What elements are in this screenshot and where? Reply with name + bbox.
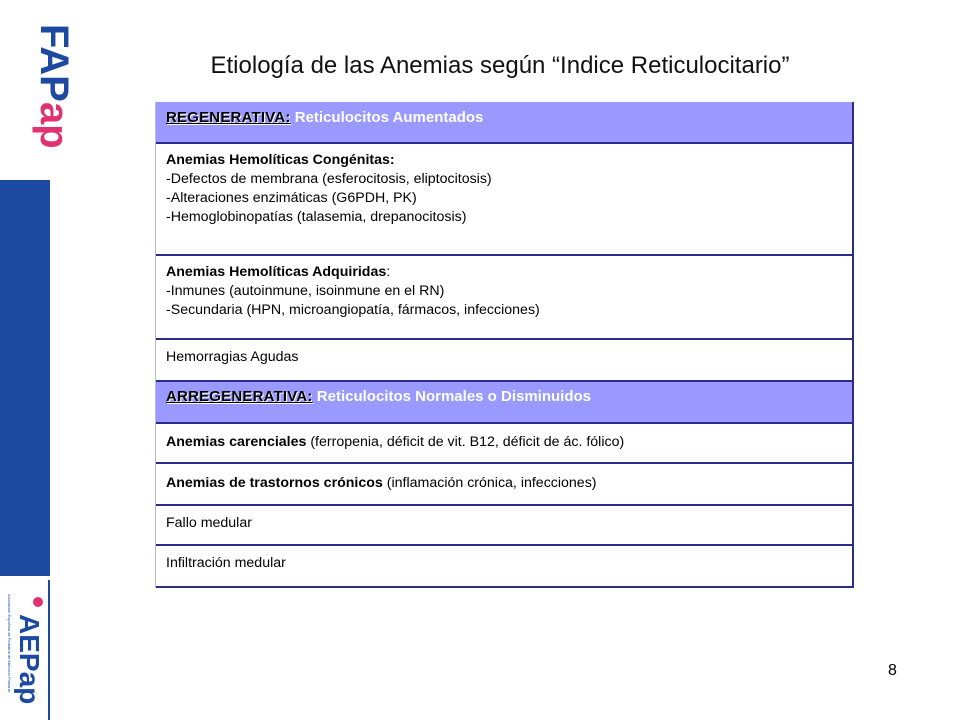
carenciales-rest: (ferropenia, déficit de vit. B12, déficit de ác. fólico)	[306, 434, 625, 450]
regenerativa-label: REGENERATIVA:	[166, 109, 291, 126]
svg-text:Asociación Española de Pediatr: Asociación Española de Pediatría de Atención Primaria	[7, 594, 12, 692]
regenerativa-header	[156, 102, 852, 144]
adquiridas-line: -Inmunes (autoinmune, isoinmune en el RN)	[166, 283, 445, 299]
carenciales-row	[156, 424, 852, 464]
regenerativa-text: Reticulocitos Aumentados	[290, 109, 484, 126]
fallo-row: Fallo medular	[156, 506, 852, 546]
svg-text:ap: ap	[32, 102, 76, 149]
congenitas-line: -Alteraciones enzimáticas (G6PDH, PK)	[166, 190, 417, 206]
arregenerativa-header	[156, 382, 852, 424]
congenitas-line: -Hemoglobinopatías (talasemia, drepanocitosis)	[166, 209, 467, 225]
svg-text:AEPap: AEPap	[14, 614, 45, 705]
congenitas-heading: Anemias Hemolíticas Congénitas:	[166, 152, 395, 168]
adquiridas-line: -Secundaria (HPN, microangiopatía, fármacos, infecciones)	[166, 302, 540, 318]
fapap-logo	[3, 22, 76, 149]
arregenerativa-label: ARREGENERATIVA:	[166, 388, 313, 405]
svg-text:FAP: FAP	[32, 24, 76, 102]
sidebar-blue-bar	[0, 180, 50, 576]
etiology-table	[155, 102, 854, 588]
cronicos-row	[156, 464, 852, 506]
congenitas-row	[156, 144, 852, 256]
sidebar	[0, 0, 76, 720]
page-number: 8	[888, 662, 897, 679]
cronicos-bold: Anemias de trastornos crónicos	[166, 475, 383, 491]
hemorragias-row: Hemorragias Agudas	[156, 340, 852, 382]
adquiridas-row	[156, 256, 852, 340]
congenitas-line: -Defectos de membrana (esferocitosis, eliptocitosis)	[166, 171, 492, 187]
adquiridas-heading: Anemias Hemolíticas Adquiridas	[166, 264, 387, 280]
arregenerativa-text: Reticulocitos Normales o Disminuidos	[312, 388, 592, 405]
aepap-logo	[0, 580, 50, 720]
infiltracion-row: Infiltración medular	[156, 546, 852, 588]
slide-title: Etiología de las Anemias según “Indice Reticulocitario”	[210, 52, 790, 79]
cronicos-rest: (inflamación crónica, infecciones)	[382, 475, 597, 491]
carenciales-bold: Anemias carenciales	[166, 434, 307, 450]
adquiridas-suffix: :	[386, 264, 391, 280]
